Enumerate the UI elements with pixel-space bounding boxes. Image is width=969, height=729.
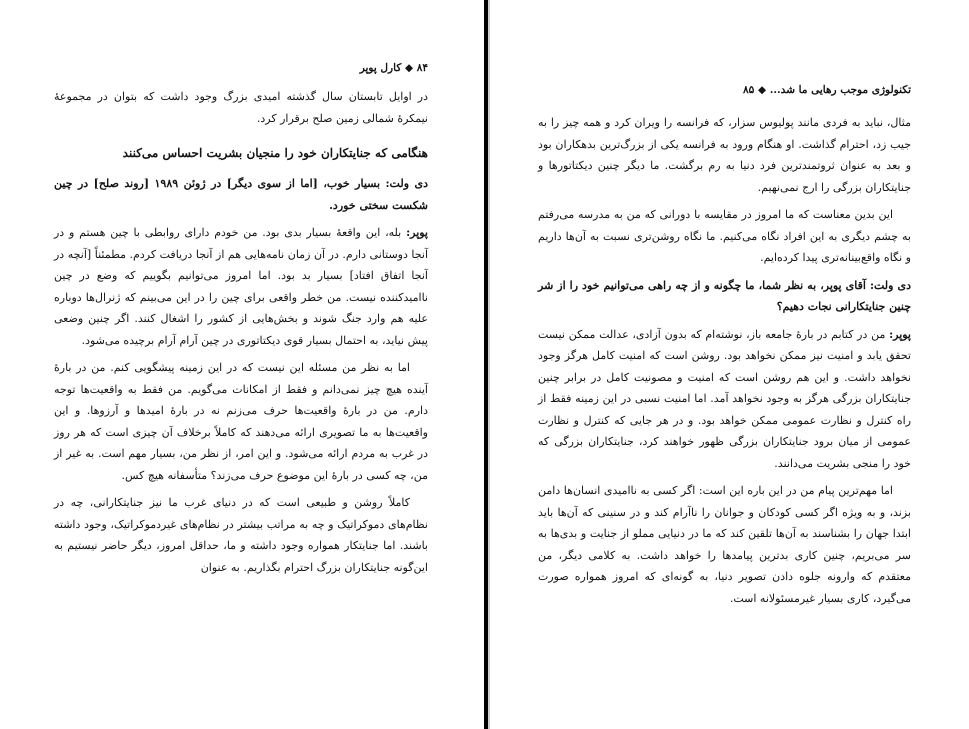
question-text: بسیار خوب، [اما از سوی دیگر] در ژوئن ۱۹۸۹ [روند صلح] در چین شکست سختی خورد. — [54, 177, 428, 212]
speaker-label: دی ولت: — [869, 278, 911, 292]
section-heading: هنگامی که جنایتکاران خود را منجیان بشریت احساس می‌کنند — [122, 146, 428, 160]
body-paragraph: مثال، نباید به فردی مانند پولیوس سزار، که فرانسه را ویران کرد و همه چیز را به جیب زد، احترام گذاشت. او هنگام ورود به فرانسه یکی از بزرگ‌ترین بدهکاران بود و بعد به عنوان ثروتمندترین فرد دنیا به رم برگشت. ما دیگر چنین دیکتاتورها و جنایتکاران بزرگی را ارج نمی‌نهیم. — [538, 116, 911, 194]
question-text: آقای پوپر، به نظر شما، ما چگونه و از چه راهی می‌توانیم خود را از شر چنین جنایتکارانی نجات دهیم؟ — [538, 278, 911, 313]
left-intro-paragraph: در اوایل تابستان سال گذشته امیدی بزرگ وجود داشت که بتوان در مجموعهٔ نیمکرهٔ شمالی زمین صلح برقرار کرد. — [54, 90, 428, 125]
question-paragraph-2 — [538, 275, 911, 318]
question-paragraph-1 — [54, 173, 428, 216]
body-paragraph: اما به نظر من مسئله این نیست که در این زمینه پیشگویی کنم. من در بارهٔ آینده هیچ چیز نمی‌دانم و فقط از امکانات می‌گویم. من فقط به واقعیت‌ها توجه دارم. من در بارهٔ واقعیت‌ها حرف می‌زنم نه در بارهٔ امیدها و آرزوها. و این واقعیت‌ها به ما تصویری ارائه می‌دهند که کاملاً برخلاف آن چیزی است که هر روز در غرب به مردم ارائه می‌شود. و این امر، از نظر من، بسیار مهم است. به غیر از من، چه کسی در بارهٔ این موضوع حرف می‌زند؟ متأسفانه هیچ کس. — [54, 361, 428, 482]
answer-text: من در کتابم در بارهٔ جامعه باز، نوشته‌ام که بدون آزادی، عدالت ممکن نیست تحقق یابد و امنیت نیز ممکن نخواهد بود. روشن است که امنیت کامل هرگز وجود نخواهد داشت. و این هم روشن است که امنیت و مصونیت کامل در برابر چنین جنایتکاران بزرگی هرگز به وجود نخواهد آمد. اما امنیت نسبی در این زمینه فقط از راه کنترل و نظارت عمومی ممکن خواهد بود. و در هر جایی که کنترل و نظارت عمومی از میان برود جنایتکاران بزرگی ظهور خواهند کرد، جنایتکاران بزرگی که خود را منجی بشریت می‌دانند. — [538, 327, 911, 470]
right-running-head: تکنولوژی موجب رهایی ما شد... ◆ ۸۵ — [743, 84, 911, 96]
answer-paragraph-2 — [538, 324, 911, 475]
speaker-label: دی ولت: — [385, 177, 428, 190]
right-page — [490, 0, 969, 729]
answer-text: بله، این واقعهٔ بسیار بدی بود. من خودم دارای روابطی با چین هستم و در آنجا دوستانی دارم. در آن زمان نامه‌هایی هم از آنجا دریافت کردم. مطمئناً [آنچه در آنجا اتفاق افتاد] بسیار بد بود. اما امروز می‌توانیم بگوییم که وضع در چین ناامیدکننده نیست. من خطر واقعی برای چین را در این می‌بینم که ژنرال‌ها دوباره علیه هم وارد جنگ شوند و بخش‌هایی از کشور را اشغال کنند. اگر چنین وضعی پیش نیاید، به احتمال بسیار قوی دیکتاتوری در چین آرام آرام برچیده می‌شود. — [54, 226, 428, 347]
speaker-label: پوپر: — [406, 226, 428, 239]
body-paragraph: اما مهم‌ترین پیام من در این باره این است: اگر کسی به ناامیدی انسان‌ها دامن بزند، و به ویژه اگر کسی کودکان و جوانان را ناآرام کند و در سنینی که آن‌ها باید ابتدا جهان را بشناسند به آن‌ها تلقین کند که ما در دنیایی مملو از جنایت و بدی‌ها به سر می‌بریم، چنین کاری بدترین پیامدها را خواهد داشت. به کلامی دیگر، من معتقدم که وارونه جلوه دادن تصویر دنیا، به گونه‌ای که امروز همواره صورت می‌گیرد، کاری بسیار غیرمسئولانه است. — [538, 484, 911, 605]
left-running-head: ۸۴ ◆ کارل پوپر — [359, 62, 428, 74]
body-paragraph: این بدین معناست که ما امروز در مقایسه با دورانی که من به مدرسه می‌رفتم به چشم دیگری به این افراد نگاه می‌کنیم. ما نگاه روشن‌تری نسبت به آن‌ها داریم و نگاه واقع‌بینانه‌تری پیدا کرده‌ایم. — [538, 208, 911, 264]
speaker-label: پوپر: — [889, 327, 911, 341]
answer-paragraph-1 — [54, 222, 428, 351]
body-paragraph: کاملاً روشن و طبیعی است که در دنیای غرب ما نیز جنایتکارانی، چه در نظام‌های دموکراتیک و چه به مراتب بیشتر در نظام‌های غیردموکراتیک، وجود داشته باشند. اما جنایتکار همواره وجود داشته و ما، حداقل امروز، دیگر حاضر نیستیم به این‌گونه جنایتکاران بزرگ احترام بگذاریم. به عنوان — [54, 496, 428, 574]
